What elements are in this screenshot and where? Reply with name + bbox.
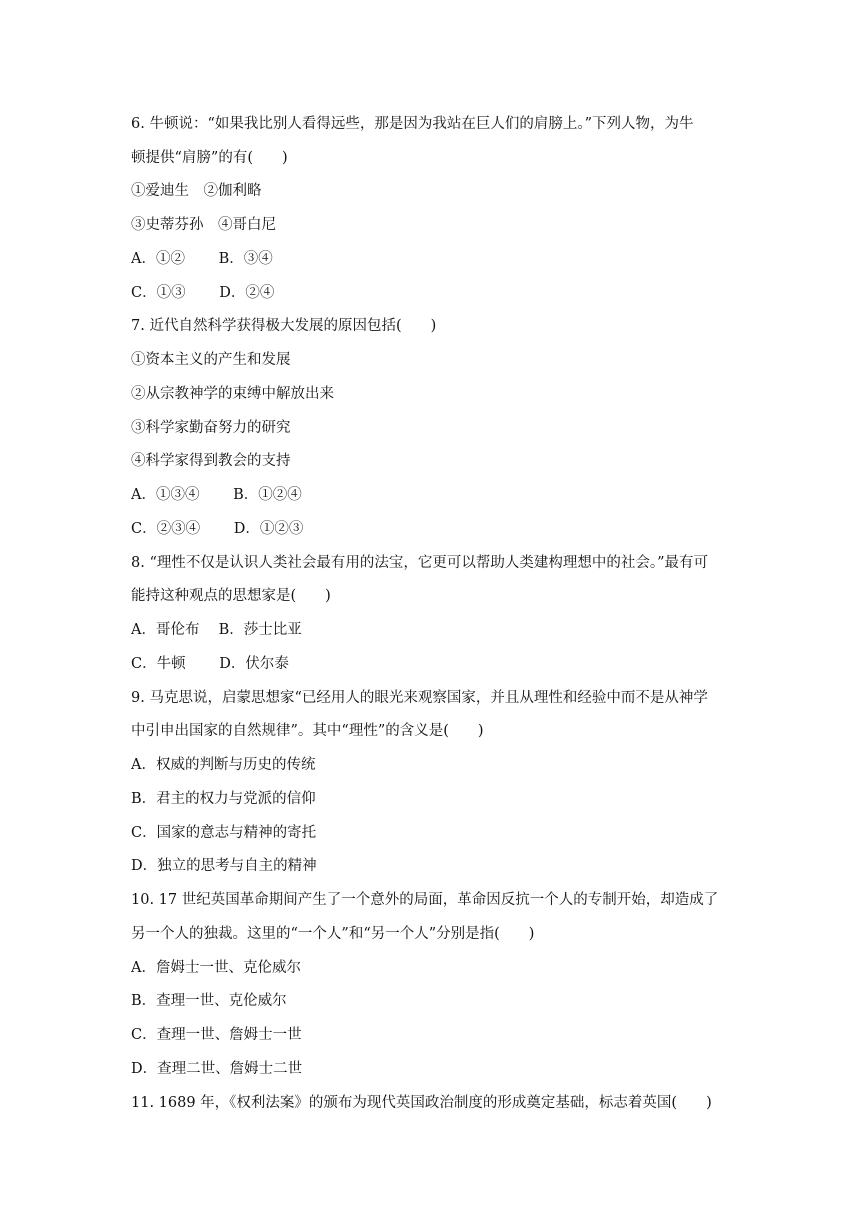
q7-options-line: A．①③④ B．①②④: [131, 487, 302, 503]
q7-item-line: ④科学家得到教会的支持: [131, 453, 291, 469]
q6-options-line: A．①② B．③④: [131, 251, 273, 267]
q6-options-line: C．①③ D．②④: [131, 285, 275, 301]
q9-stem-line-2: 中引申出国家的自然规律”。其中“理性”的含义是( ): [131, 723, 484, 739]
q10-stem-line-2: 另一个人的独裁。这里的“一个人”和“另一个人”分别是指( ): [131, 926, 535, 942]
q7-item-line: ①资本主义的产生和发展: [131, 352, 291, 368]
q6-item-line: ③史蒂芬孙 ④哥白尼: [131, 217, 276, 233]
q8-options-line: C．牛顿 D．伏尔泰: [131, 656, 289, 672]
q10-option-d: D．查理二世、詹姆士二世: [131, 1061, 303, 1077]
q9-option-c: C．国家的意志与精神的寄托: [131, 825, 317, 841]
q6-item-line: ①爱迪生 ②伽利略: [131, 183, 262, 199]
q10-option-c: C．查理一世、詹姆士一世: [131, 1027, 302, 1043]
q7-options-line: C．②③④ D．①②③: [131, 521, 304, 537]
q9-option-a: A．权威的判断与历史的传统: [131, 757, 316, 773]
q6-stem-line-2: 顿提供“肩膀”的有( ): [131, 150, 288, 166]
q9-stem-line-1: 9. 马克思说，启蒙思想家“已经用人的眼光来观察国家，并且从理性和经验中而不是从神学: [131, 690, 708, 706]
q10-option-b: B．查理一世、克伦威尔: [131, 993, 287, 1009]
q11-stem-line: 11. 1689 年，《权利法案》的颁布为现代英国政治制度的形成奠定基础，标志着英国( ): [131, 1095, 712, 1111]
q8-stem-line-2: 能持这种观点的思想家是( ): [131, 588, 331, 604]
q10-stem-line-1: 10. 17 世纪英国革命期间产生了一个意外的局面，革命因反抗一个人的专制开始，却造成了: [131, 892, 719, 908]
q7-stem-line: 7. 近代自然科学获得极大发展的原因包括( ): [131, 318, 437, 334]
q6-stem-line-1: 6. 牛顿说：“如果我比别人看得远些，那是因为我站在巨人们的肩膀上。”下列人物，为牛: [131, 116, 694, 132]
q7-item-line: ②从宗教神学的束缚中解放出来: [131, 386, 334, 402]
q9-option-b: B．君主的权力与党派的信仰: [131, 791, 316, 807]
q8-options-line: A．哥伦布 B．莎士比亚: [131, 622, 302, 638]
q8-stem-line-1: 8. “理性不仅是认识人类社会最有用的法宝，它更可以帮助人类建构理想中的社会。”最有可: [131, 555, 709, 571]
q9-option-d: D．独立的思考与自主的精神: [131, 858, 317, 874]
q10-option-a: A．詹姆士一世、克伦威尔: [131, 960, 301, 976]
q7-item-line: ③科学家勤奋努力的研究: [131, 420, 291, 436]
